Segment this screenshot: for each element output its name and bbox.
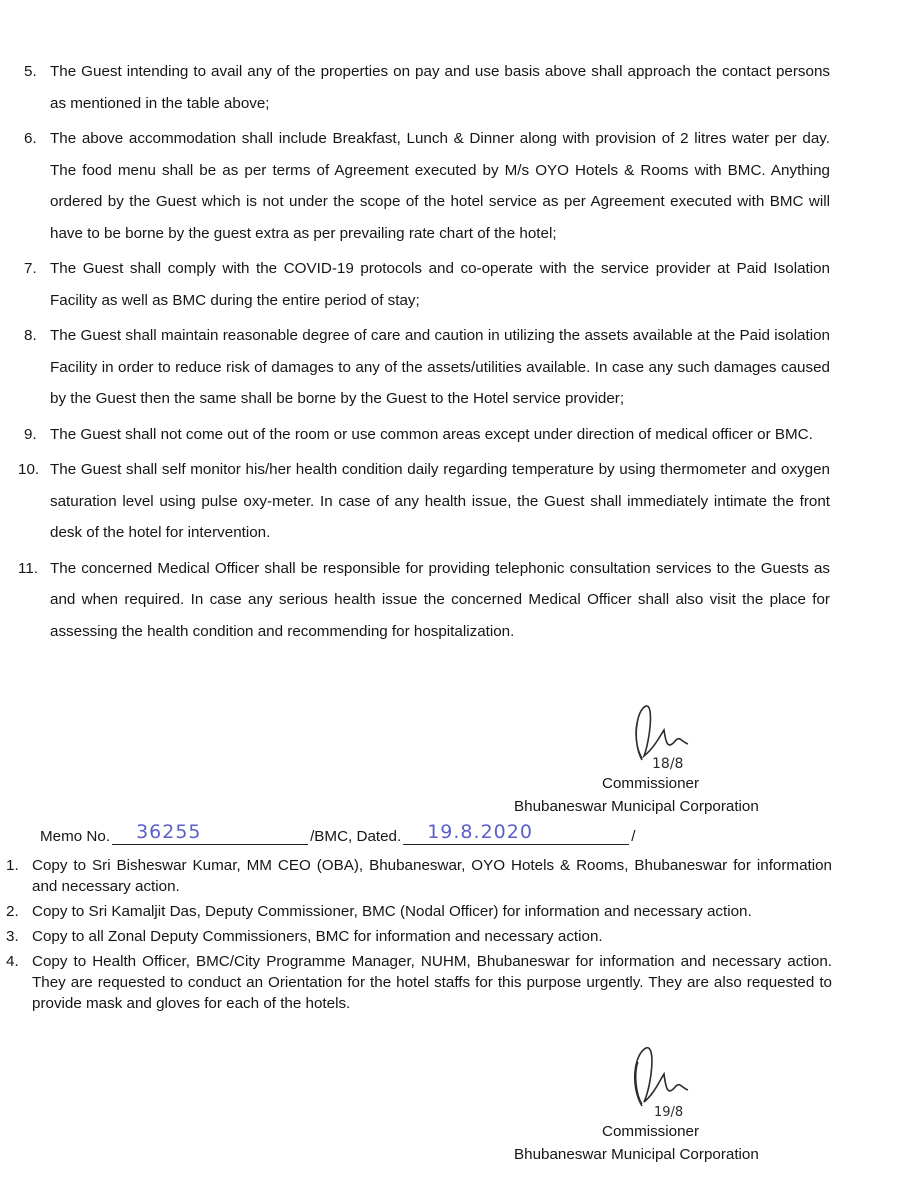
- term-item: [24, 123, 830, 249]
- copy-number: 1.: [6, 857, 19, 874]
- memo-line: [38, 821, 637, 845]
- memo-number: 36255: [136, 821, 202, 843]
- term-number: 9.: [24, 425, 37, 443]
- copy-item: [6, 926, 832, 947]
- memo-label: Memo No.: [40, 828, 111, 845]
- signatory-organization: Bhubaneswar Municipal Corporation: [514, 1146, 759, 1163]
- terms-list: [18, 56, 830, 651]
- term-text: The concerned Medical Officer shall be responsible for providing telephonic consultation services to the Guests as and when required. In case any serious health issue the concerned Medical Officer shall also visit the place for assessing the health condition and recommending for hospitalization.: [50, 559, 830, 640]
- term-item: [24, 320, 830, 415]
- copy-number: 4.: [6, 953, 19, 970]
- handwritten-signature: [624, 700, 704, 772]
- term-text: The Guest shall self monitor his/her health condition daily regarding temperature by using thermometer and oxygen saturation level using pulse oxy-meter. In case of any health issue, the Guest shall immediately intimate the front desk of the hotel for intervention.: [50, 461, 830, 541]
- copy-item: [6, 855, 832, 897]
- copy-text: Copy to Sri Kamaljit Das, Deputy Commissioner, BMC (Nodal Officer) for information and necessary action.: [32, 903, 752, 920]
- term-text: The Guest shall comply with the COVID-19 protocols and co-operate with the service provider at Paid Isolation Facility as well as BMC during the entire period of stay;: [50, 260, 830, 309]
- copy-item: [6, 951, 832, 1014]
- term-number: 7.: [24, 260, 37, 277]
- term-item: [24, 56, 830, 119]
- copy-text: Copy to all Zonal Deputy Commissioners, BMC for information and necessary action.: [32, 928, 603, 945]
- signatory-title: Commissioner: [602, 775, 700, 792]
- memo-trail: /: [631, 828, 636, 845]
- signatory-title: Commissioner: [602, 1123, 700, 1140]
- memo-number-field: [112, 821, 308, 845]
- term-item: [24, 253, 830, 316]
- copy-number: 2.: [6, 903, 19, 920]
- copy-number: 3.: [6, 928, 19, 945]
- memo-date: 19.8.2020: [427, 821, 533, 843]
- term-number: 5.: [24, 63, 37, 80]
- signature-block: [514, 1040, 814, 1166]
- signature-block: [514, 700, 814, 818]
- term-text: The Guest shall maintain reasonable degree of care and caution in utilizing the assets available at the Paid isolation Facility in order to reduce risk of damages to any of the assets/utilities available. In case any such damages caused by the Guest then the same shall be borne by the Guest to the Hotel service provider;: [50, 327, 830, 407]
- copy-list: [6, 855, 832, 1018]
- copy-text: Copy to Sri Bisheswar Kumar, MM CEO (OBA), Bhubaneswar, OYO Hotels & Rooms, Bhubaneswar for information and necessary action.: [32, 857, 832, 895]
- copy-item: [6, 901, 832, 922]
- handwritten-signature: [624, 1040, 704, 1120]
- term-text: The above accommodation shall include Breakfast, Lunch & Dinner along with provision of 2 litres water per day. The food menu shall be as per terms of Agreement executed by M/s OYO Hotels & Rooms with BMC. Anything ordered by the Guest which is not under the scope of the hotel service as per Agreement executed with BMC will have to be borne by the guest extra as per prevailing rate chart of the hotel;: [50, 130, 830, 242]
- term-number: 11.: [18, 559, 38, 577]
- signature-date: 18/8: [652, 756, 684, 772]
- term-number: 6.: [24, 130, 37, 147]
- term-number: 10.: [18, 461, 40, 478]
- term-item: [24, 419, 830, 451]
- term-text: The Guest intending to avail any of the properties on pay and use basis above shall approach the contact persons as mentioned in the table above;: [50, 63, 830, 112]
- signature-date: 19/8: [654, 1105, 684, 1120]
- term-text: The Guest shall not come out of the room or use common areas except under direction of medical officer or BMC.: [50, 425, 813, 443]
- memo-date-field: [403, 821, 629, 845]
- signatory-organization: Bhubaneswar Municipal Corporation: [514, 798, 759, 815]
- term-item: [18, 553, 830, 648]
- term-number: 8.: [24, 327, 37, 344]
- bmc-dated-label: /BMC, Dated.: [310, 828, 402, 845]
- copy-text: Copy to Health Officer, BMC/City Programme Manager, NUHM, Bhubaneswar for information and necessary action. They are requested to conduct an Orientation for the hotel staffs for this purpose urgently. They are also requested to provide mask and gloves for each of the hotels.: [32, 953, 832, 1012]
- term-item: [18, 454, 830, 549]
